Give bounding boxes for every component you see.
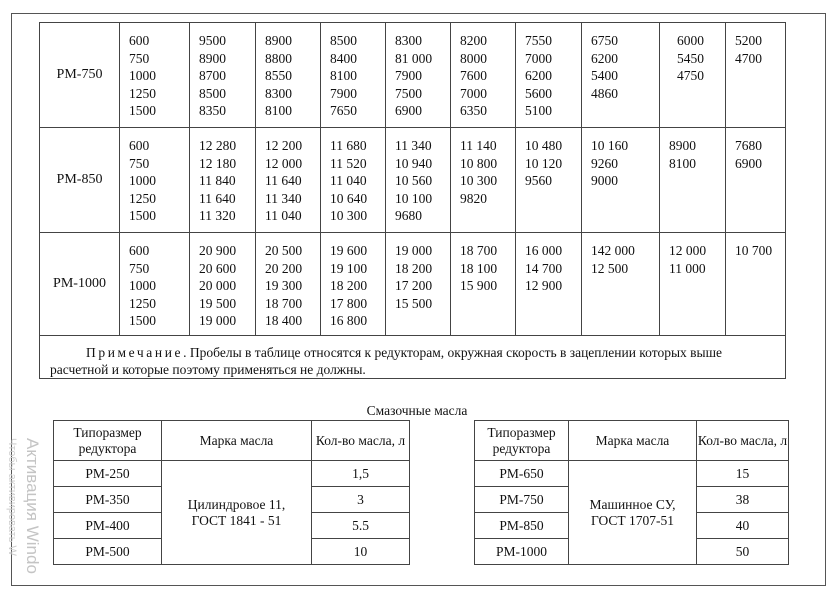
cell-value: 10 700: [735, 243, 773, 258]
speed-value: 1000: [129, 278, 156, 293]
header-size: Типоразмер редуктора: [475, 421, 569, 461]
header-qty: Кол-во масла, л: [312, 421, 410, 461]
cell-value: 9820: [460, 190, 487, 206]
value-cell: [516, 23, 582, 128]
cell-value: 18 200: [330, 278, 368, 293]
speed-value: 600: [129, 243, 150, 258]
cell-value: 8500: [199, 85, 226, 101]
cell-value: 11 000: [669, 260, 706, 276]
oil-brand: Машинное СУ, ГОСТ 1707-51: [569, 461, 697, 565]
oil-size: РМ-850: [475, 513, 569, 539]
cell-value: 6200: [591, 50, 618, 66]
cell-value: 9500: [199, 33, 226, 48]
cell-value: 20 900: [199, 243, 237, 258]
cell-value: 19 300: [265, 278, 303, 293]
cell-value: 7650: [330, 103, 357, 118]
value-cell: [726, 23, 786, 128]
cell-value: 8900: [669, 138, 696, 153]
value-cell: [582, 233, 660, 336]
cell-value: 5100: [525, 103, 552, 118]
header-size: Типоразмер редуктора: [54, 421, 162, 461]
cell-value: 7500: [395, 85, 422, 101]
cell-value: 20 000: [199, 278, 237, 293]
cell-value: 10 100: [395, 190, 433, 206]
oil-brand: Цилиндровое 11, ГОСТ 1841 - 51: [162, 461, 312, 565]
speed-value: 1000: [129, 68, 156, 83]
oil-size: РМ-650: [475, 461, 569, 487]
value-cell: [190, 233, 256, 336]
cell-value: 15 900: [460, 278, 498, 293]
cell-value: 7680: [735, 138, 762, 153]
cell-value: 8000: [460, 50, 487, 66]
cell-value: 9560: [525, 173, 552, 188]
cell-value: 10 640: [330, 190, 368, 206]
speed-value: 1000: [129, 173, 156, 188]
cell-value: 18 700: [460, 243, 498, 258]
value-cell: [321, 23, 386, 128]
oil-qty: 1,5: [312, 461, 410, 487]
oil-qty: 5.5: [312, 513, 410, 539]
speed-value: 750: [129, 155, 150, 171]
cell-value: 6750: [591, 33, 618, 48]
cell-value: 18 200: [395, 260, 433, 276]
note-text: . Пробелы в таблице относятся к редукторам, окружная скорость в зацеплении которых выше расчетной и которые поэтому применяться не должны.: [50, 345, 722, 377]
cell-value: 8100: [669, 155, 696, 171]
cell-value: 81 000: [395, 50, 433, 66]
cell-value: 11 040: [330, 173, 367, 188]
cell-value: 18 100: [460, 260, 498, 276]
value-cell: [321, 233, 386, 336]
value-cell: [726, 233, 786, 336]
cell-value: 11 840: [199, 173, 236, 188]
oils-title: Смазочные масла: [366, 403, 468, 418]
cell-value: 5600: [525, 85, 552, 101]
cell-value: 12 000: [669, 243, 707, 258]
cell-value: 9260: [591, 155, 618, 171]
cell-value: 8500: [330, 33, 357, 48]
oil-size: РМ-250: [54, 461, 162, 487]
cell-value: 12 900: [525, 278, 563, 293]
speed-value: 1250: [129, 190, 156, 206]
table-row: [40, 233, 786, 336]
speed-value: 1500: [129, 313, 156, 328]
cell-value: 11 640: [265, 173, 302, 188]
speed-values: [120, 233, 190, 336]
cell-value: 9680: [395, 208, 422, 223]
cell-value: 8800: [265, 50, 292, 66]
cell-value: 6900: [735, 155, 762, 171]
cell-value: 11 140: [460, 138, 497, 153]
cell-value: 10 560: [395, 173, 433, 188]
value-cell: [660, 128, 726, 233]
cell-value: 19 600: [330, 243, 368, 258]
speed-value: 750: [129, 50, 150, 66]
note-heading: Примечание: [86, 345, 184, 360]
cell-value: 10 480: [525, 138, 563, 153]
oil-qty: 15: [697, 461, 789, 487]
cell-value: 6000: [677, 33, 704, 48]
value-cell: [660, 23, 726, 128]
speed-value: 1250: [129, 295, 156, 311]
reducer-label: РМ-750: [40, 23, 120, 128]
cell-value: 12 200: [265, 138, 303, 153]
header-oil: Марка масла: [162, 421, 312, 461]
cell-value: 14 700: [525, 260, 563, 276]
cell-value: 8200: [460, 33, 487, 48]
cell-value: 8300: [265, 85, 292, 101]
speed-values: [120, 128, 190, 233]
cell-value: 6200: [525, 68, 552, 83]
cell-value: 8350: [199, 103, 226, 118]
cell-value: 19 000: [395, 243, 433, 258]
value-cell: [451, 23, 516, 128]
cell-value: 11 340: [395, 138, 432, 153]
value-cell: [190, 128, 256, 233]
cell-value: 7900: [330, 85, 357, 101]
speed-value: 600: [129, 33, 150, 48]
cell-value: 7000: [525, 50, 552, 66]
cell-value: 7000: [460, 85, 487, 101]
cell-value: 18 400: [265, 313, 303, 328]
cell-value: 8700: [199, 68, 226, 83]
speed-value: 600: [129, 138, 150, 153]
oil-qty: 50: [697, 539, 789, 565]
oil-size: РМ-350: [54, 487, 162, 513]
cell-value: 9000: [591, 173, 618, 188]
value-cell: [256, 233, 321, 336]
cell-value: 16 000: [525, 243, 563, 258]
cell-value: 10 120: [525, 155, 563, 171]
oil-size: РМ-1000: [475, 539, 569, 565]
cell-value: 8100: [330, 68, 357, 83]
cell-value: 11 680: [330, 138, 367, 153]
cell-value: 11 320: [199, 208, 236, 223]
cell-value: 8400: [330, 50, 357, 66]
cell-value: 10 160: [591, 138, 629, 153]
value-cell: [256, 128, 321, 233]
cell-value: 11 040: [265, 208, 302, 223]
value-cell: [582, 128, 660, 233]
cell-value: 10 800: [460, 155, 498, 171]
cell-value: 10 940: [395, 155, 433, 171]
cell-value: 4750: [677, 68, 704, 83]
reducer-label: РМ-1000: [40, 233, 120, 336]
oil-qty: 38: [697, 487, 789, 513]
cell-value: 5400: [591, 68, 618, 83]
cell-value: 7550: [525, 33, 552, 48]
cell-value: 8900: [265, 33, 292, 48]
cell-value: 20 500: [265, 243, 303, 258]
table-row: [40, 128, 786, 233]
oil-qty: 10: [312, 539, 410, 565]
cell-value: 11 340: [265, 190, 302, 206]
cell-value: 12 000: [265, 155, 303, 171]
cell-value: 12 180: [199, 155, 237, 171]
value-cell: [386, 233, 451, 336]
speed-value: 1250: [129, 85, 156, 101]
oil-size: РМ-400: [54, 513, 162, 539]
cell-value: 8100: [265, 103, 292, 118]
oil-table-right: [474, 420, 789, 565]
cell-value: 11 640: [199, 190, 236, 206]
cell-value: 7600: [460, 68, 487, 83]
value-cell: [451, 233, 516, 336]
cell-value: 8900: [199, 50, 226, 66]
activation-watermark: Активация Windo: [23, 438, 42, 574]
value-cell: [256, 23, 321, 128]
oil-table-left: [53, 420, 410, 565]
oil-qty: 3: [312, 487, 410, 513]
speed-value: 1500: [129, 103, 156, 118]
oil-size: РМ-750: [475, 487, 569, 513]
value-cell: [386, 23, 451, 128]
header-oil: Марка масла: [569, 421, 697, 461]
value-cell: [660, 233, 726, 336]
activation-watermark-sub: Чтобы активировать W: [6, 438, 18, 556]
cell-value: 10 300: [330, 208, 368, 223]
reducer-label: РМ-850: [40, 128, 120, 233]
value-cell: [451, 128, 516, 233]
oil-size: РМ-500: [54, 539, 162, 565]
value-cell: [190, 23, 256, 128]
cell-value: 16 800: [330, 313, 368, 328]
cell-value: 6350: [460, 103, 487, 118]
speed-value: 1500: [129, 208, 156, 223]
cell-value: 8550: [265, 68, 292, 83]
value-cell: [321, 128, 386, 233]
speed-values: [120, 23, 190, 128]
speed-table: [39, 22, 786, 379]
cell-value: 19 100: [330, 260, 368, 276]
value-cell: [386, 128, 451, 233]
value-cell: [726, 128, 786, 233]
cell-value: 142 000: [591, 243, 635, 258]
cell-value: 17 800: [330, 295, 368, 311]
cell-value: 15 500: [395, 295, 433, 311]
value-cell: [582, 23, 660, 128]
value-cell: [516, 233, 582, 336]
header-qty: Кол-во масла, л: [697, 421, 789, 461]
cell-value: 11 520: [330, 155, 367, 171]
cell-value: 5450: [677, 50, 704, 66]
oil-qty: 40: [697, 513, 789, 539]
table-note: [40, 336, 786, 379]
cell-value: 4700: [735, 50, 762, 66]
table-row: [40, 23, 786, 128]
cell-value: 19 000: [199, 313, 237, 328]
cell-value: 6900: [395, 103, 422, 118]
cell-value: 8300: [395, 33, 422, 48]
speed-value: 750: [129, 260, 150, 276]
cell-value: 17 200: [395, 278, 433, 293]
cell-value: 20 600: [199, 260, 237, 276]
cell-value: 18 700: [265, 295, 303, 311]
cell-value: 5200: [735, 33, 762, 48]
cell-value: 12 500: [591, 260, 629, 276]
cell-value: 4860: [591, 85, 618, 101]
cell-value: 7900: [395, 68, 422, 83]
cell-value: 20 200: [265, 260, 303, 276]
cell-value: 12 280: [199, 138, 237, 153]
value-cell: [516, 128, 582, 233]
cell-value: 19 500: [199, 295, 237, 311]
cell-value: 10 300: [460, 173, 498, 188]
